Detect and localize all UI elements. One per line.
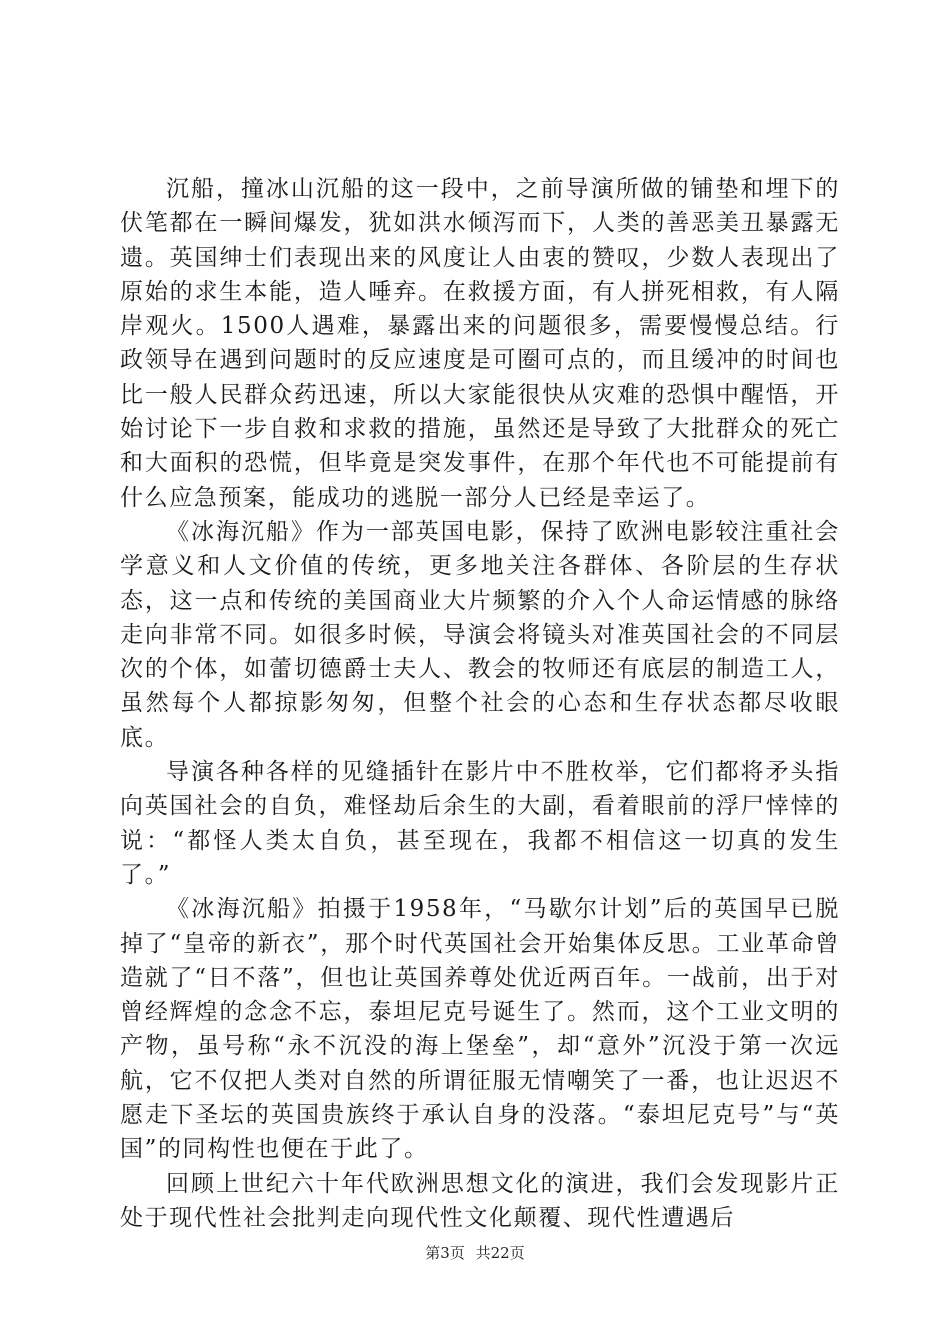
document-body [120,172,840,1235]
paragraph: 导演各种各样的见缝插针在影片中不胜枚举，它们都将矛头指向英国社会的自负，难怪劫后余生的大副，看着眼前的浮尸悻悻的说：“都怪人类太自负，甚至现在，我都不相信这一切真的发生了。” [120,759,840,888]
page-total: 共22页 [475,1244,525,1262]
paragraph: 《冰海沉船》拍摄于1958年，“马歇尔计划”后的英国早已脱掉了“皇帝的新衣”，那个时代英国社会开始集体反思。工业革命曾造就了“日不落”，但也让英国养尊处优近两百年。一战前，出于对曾经辉煌的念念不忘，泰坦尼克号诞生了。然而，这个工业文明的产物，虽号称“永不沉没的海上堡垒”，却“意外”沉没于第一次远航，它不仅把人类对自然的所谓征服无情嘲笑了一番，也让迟迟不愿走下圣坛的英国贵族终于承认自身的没落。“泰坦尼克号”与“英国”的同构性也便在于此了。 [120,896,840,1163]
paragraph: 回顾上世纪六十年代欧洲思想文化的演进，我们会发现影片正处于现代性社会批判走向现代性文化颠覆、现代性遭遇后 [120,1170,840,1231]
paragraph: 《冰海沉船》作为一部英国电影，保持了欧洲电影较注重社会学意义和人文价值的传统，更多地关注各群体、各阶层的生存状态，这一点和传统的美国商业大片频繁的介入个人命运情感的脉络走向非常不同。如很多时候，导演会将镜头对准英国社会的不同层次的个体，如蕾切德爵士夫人、教会的牧师还有底层的制造工人，虽然每个人都掠影匆匆，但整个社会的心态和生存状态都尽收眼底。 [120,518,840,751]
paragraph: 沉船，撞冰山沉船的这一段中，之前导演所做的铺垫和埋下的伏笔都在一瞬间爆发，犹如洪水倾泻而下，人类的善恶美丑暴露无遗。英国绅士们表现出来的风度让人由衷的赞叹，少数人表现出了原始的求生本能，造人唾弃。在救援方面，有人拼死相救，有人隔岸观火。1500人遇难，暴露出来的问题很多，需要慢慢总结。行政领导在遇到问题时的反应速度是可圈可点的，而且缓冲的时间也比一般人民群众药迅速，所以大家能很快从灾难的恐惧中醒悟，开始讨论下一步自救和求救的措施，虽然还是导致了大批群众的死亡和大面积的恐慌，但毕竟是突发事件，在那个年代也不可能提前有什么应急预案，能成功的逃脱一部分人已经是幸运了。 [120,176,840,511]
page-footer [0,1243,950,1263]
page-number: 第3页 [425,1244,465,1262]
